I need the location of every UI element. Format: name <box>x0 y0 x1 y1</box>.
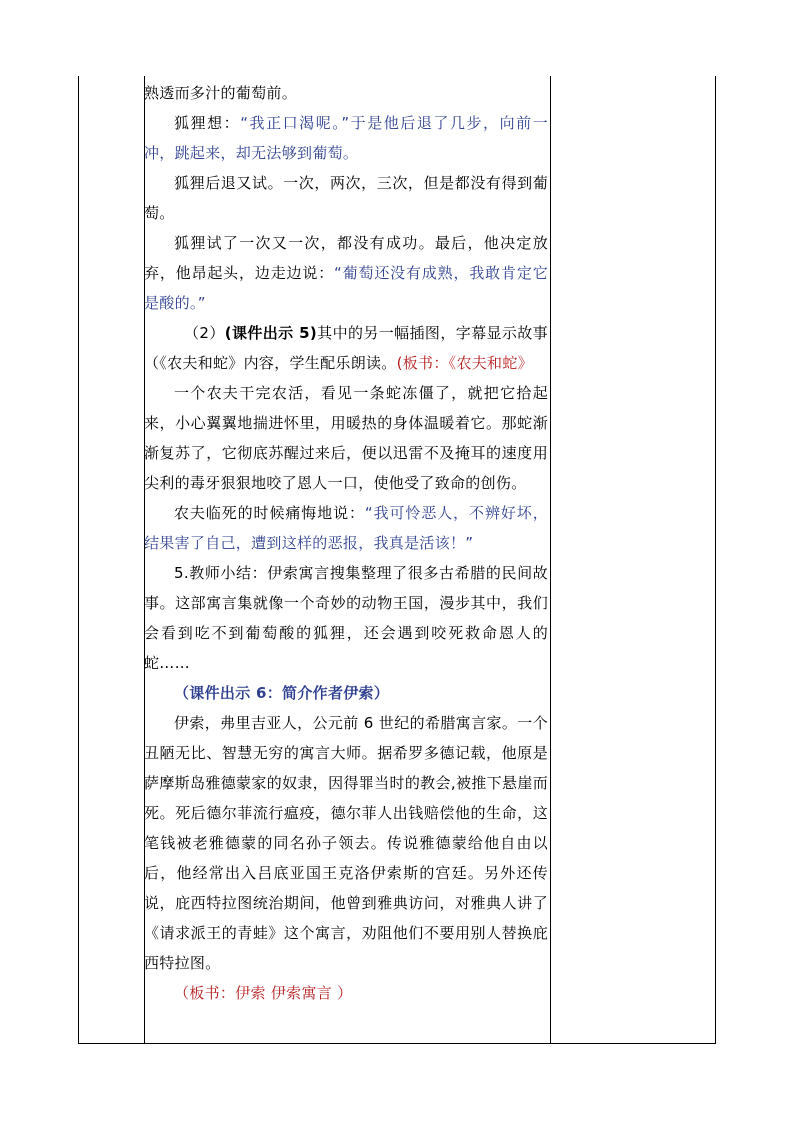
text: 于是他后退了几步，向前一冲，跳起来，却无法够到葡萄。 <box>144 114 548 162</box>
text: 狐狸想： <box>174 114 241 132</box>
table-border-col2 <box>550 76 551 1044</box>
text: 狐狸试了一次又一次，都没有成功。最后，他决定放弃，他昂起头，边走边说： <box>144 234 548 282</box>
courseware-heading: （课件出示 6：简介作者伊索） <box>174 684 390 702</box>
board-note: (板书：《农夫和蛇》 <box>396 354 533 372</box>
paragraph-2 <box>144 108 548 168</box>
table-border-left <box>78 76 79 1044</box>
paragraph-10: 伊索，弗里吉亚人，公元前 6 世纪的希腊寓言家。一个丑陋无比、智慧无穷的寓言大师。据希罗多德记载，他原是萨摩斯岛雅德蒙家的奴隶，因得罪当时的教会,被推下悬崖而死。死后德尔菲流行瘟疫，德尔菲人出钱赔偿他的生命，这笔钱被老雅德蒙的同名孙子领去。传说雅德蒙给他自由以后，他经常出入吕底亚国王克洛伊索斯的宫廷。另外还传说，庇西特拉图统治期间，他曾到雅典访问，对雅典人讲了《请求派王的青蛙》这个寓言，劝阻他们不要用别人替换庇西特拉图。 <box>144 714 548 972</box>
paragraph-1: 熟透而多汁的葡萄前。 <box>144 84 298 102</box>
quote-text: “葡萄还没有成熟，我敢肯定它是酸的。” <box>144 264 548 312</box>
paragraph-5 <box>144 318 548 378</box>
paragraph-6: 一个农夫干完农活，看见一条蛇冻僵了，就把它拾起来，小心翼翼地揣进怀里，用暖热的身体温暖着它。那蛇渐渐复苏了，它彻底苏醒过来后，便以迅雷不及掩耳的速度用尖利的毒牙狠狠地咬了恩人一口，使他受了致命的创伤。 <box>144 384 548 492</box>
paragraph-8: 5.教师小结：伊索寓言搜集整理了很多古希腊的民间故事。这部寓言集就像一个奇妙的动物王国，漫步其中，我们会看到吃不到葡萄酸的狐狸，还会遇到咬死救命恩人的蛇…… <box>144 564 548 672</box>
board-note-final: （板书：伊索 伊索寓言 ） <box>174 984 353 1002</box>
text: （2） <box>184 324 225 342</box>
quote-text: “我正口渴呢。” <box>240 114 350 132</box>
text: 其中的另一幅插图，字幕显示故事（《农夫和蛇》内容，学生配乐朗读。 <box>144 324 548 372</box>
paragraph-4 <box>144 228 548 318</box>
table-border-bottom <box>78 1043 716 1044</box>
paragraph-7 <box>144 498 548 558</box>
text: 农夫临死的时候痛悔地说： <box>174 504 365 522</box>
courseware-label: (课件出示 5) <box>224 324 318 342</box>
table-border-right <box>715 76 716 1044</box>
quote-text: “我可怜恶人，不辨好坏，结果害了自己，遭到这样的恶报，我真是活该！” <box>144 504 548 552</box>
paragraph-3: 狐狸后退又试。一次，两次，三次，但是都没有得到葡萄。 <box>144 174 548 222</box>
lesson-content-cell <box>144 78 548 1008</box>
